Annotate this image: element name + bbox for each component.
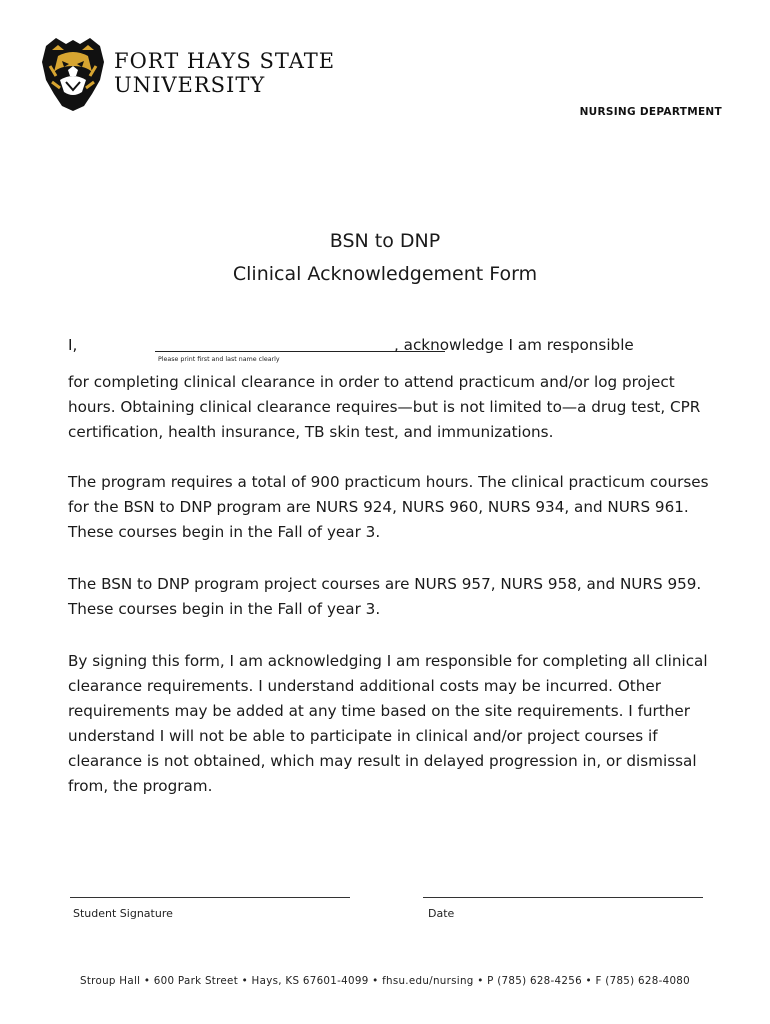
statement-prefix: I, bbox=[68, 336, 78, 354]
paragraph-practicum-hours: The program requires a total of 900 practicum hours. The clinical practicum courses for the BSN to DNP program are NURS 924, NURS 960, NURS 934, and NURS 961. These courses begin in the Fall of year 3. bbox=[68, 473, 709, 541]
paragraph-project-courses: The BSN to DNP program project courses are NURS 957, NURS 958, and NURS 959. These courses begin in the Fall of year 3. bbox=[68, 575, 702, 618]
form-title-line2: Clinical Acknowledgement Form bbox=[232, 263, 538, 285]
date-label: Date bbox=[428, 907, 455, 920]
date-field[interactable] bbox=[423, 897, 703, 898]
form-title bbox=[0, 225, 770, 291]
student-signature-field[interactable] bbox=[70, 897, 350, 898]
paragraph-acknowledgement: By signing this form, I am acknowledging I am responsible for completing all clinical clearance requirements. I understand additional costs may be incurred. Other requirements may be added at any time based on the site requirements. I further understand I will not be able to participate in clinical and/or project courses if clearance is not obtained, which may result in delayed progression in, or dismissal from, the program. bbox=[68, 652, 708, 795]
department-label: NURSING DEPARTMENT bbox=[579, 106, 722, 118]
paragraph-clearance: for completing clinical clearance in order to attend practicum and/or log project hours. Obtaining clinical clearance requires—but is not limited to—a drug test, CPR certification, health insurance, TB skin test, and immunizations. bbox=[68, 373, 701, 441]
student-signature-label: Student Signature bbox=[73, 907, 173, 920]
form-title-line1: BSN to DNP bbox=[329, 230, 441, 252]
footer-contact: Stroup Hall • 600 Park Street • Hays, KS 67601-4099 • fhsu.edu/nursing • P (785) 628-4256 • F (785) 628-4080 bbox=[79, 975, 691, 987]
tiger-head-logo-icon bbox=[38, 36, 108, 112]
university-name-line2: UNIVERSITY bbox=[114, 73, 266, 97]
university-name-line1: FORT HAYS STATE bbox=[114, 49, 336, 73]
university-name bbox=[114, 49, 335, 97]
name-field-hint: Please print first and last name clearly bbox=[158, 356, 280, 363]
statement-after-name: , acknowledge I am responsible bbox=[394, 336, 634, 354]
